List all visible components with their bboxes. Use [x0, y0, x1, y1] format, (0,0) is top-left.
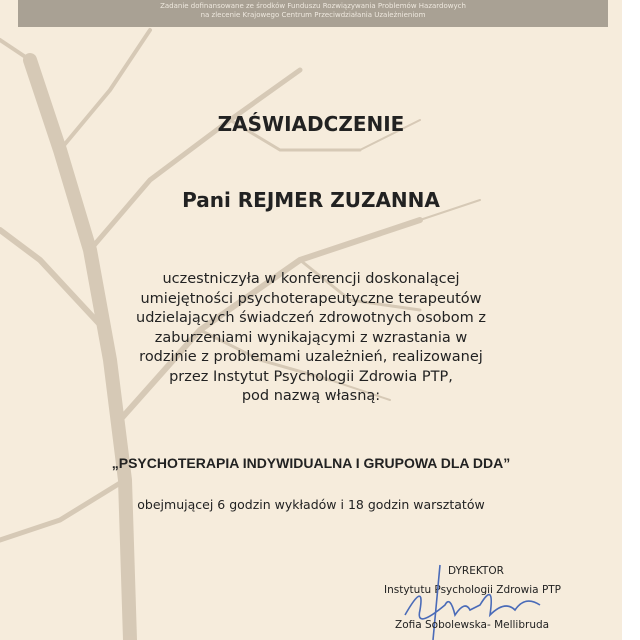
- signature-role: DYREKTOR: [448, 565, 504, 577]
- body-line: zaburzeniami wynikającymi z wzrastania w: [154, 329, 468, 346]
- body-line: przez Instytut Psychologii Zdrowia PTP,: [169, 368, 453, 385]
- course-title: „PSYCHOTERAPIA INDYWIDUALNA I GRUPOWA DLA DDA”: [111, 455, 511, 471]
- body-line: udzielających świadczeń zdrowotnych osobom z: [136, 310, 486, 326]
- course-hours: obejmującej 6 godzin wykładów i 18 godzin warsztatów: [137, 497, 485, 512]
- banner-line-2: na zlecenie Krajowego Centrum Przeciwdziałania Uzależnieniom: [200, 11, 426, 19]
- body-line: umiejętności psychoterapeutyczne terapeutów: [140, 290, 482, 307]
- funding-banner: [18, 0, 608, 27]
- certificate-body: [100, 270, 522, 407]
- body-line: pod nazwą własną:: [241, 388, 381, 404]
- signatory-name: Zofia Sobolewska- Mellibruda: [395, 619, 550, 631]
- certificate-title: ZAŚWIADCZENIE: [217, 112, 405, 136]
- banner-line-1: Zadanie dofinansowane ze środków Funduszu Rozwiązywania Problemów Hazardowych: [160, 2, 466, 10]
- body-line: uczestniczyła w konferencji doskonalącej: [162, 271, 460, 287]
- signature-institution: Instytutu Psychologii Zdrowia PTP: [384, 584, 562, 596]
- body-line: rodzinie z problemami uzależnień, realizowanej: [139, 349, 483, 365]
- recipient-name: Pani REJMER ZUZANNA: [182, 188, 440, 212]
